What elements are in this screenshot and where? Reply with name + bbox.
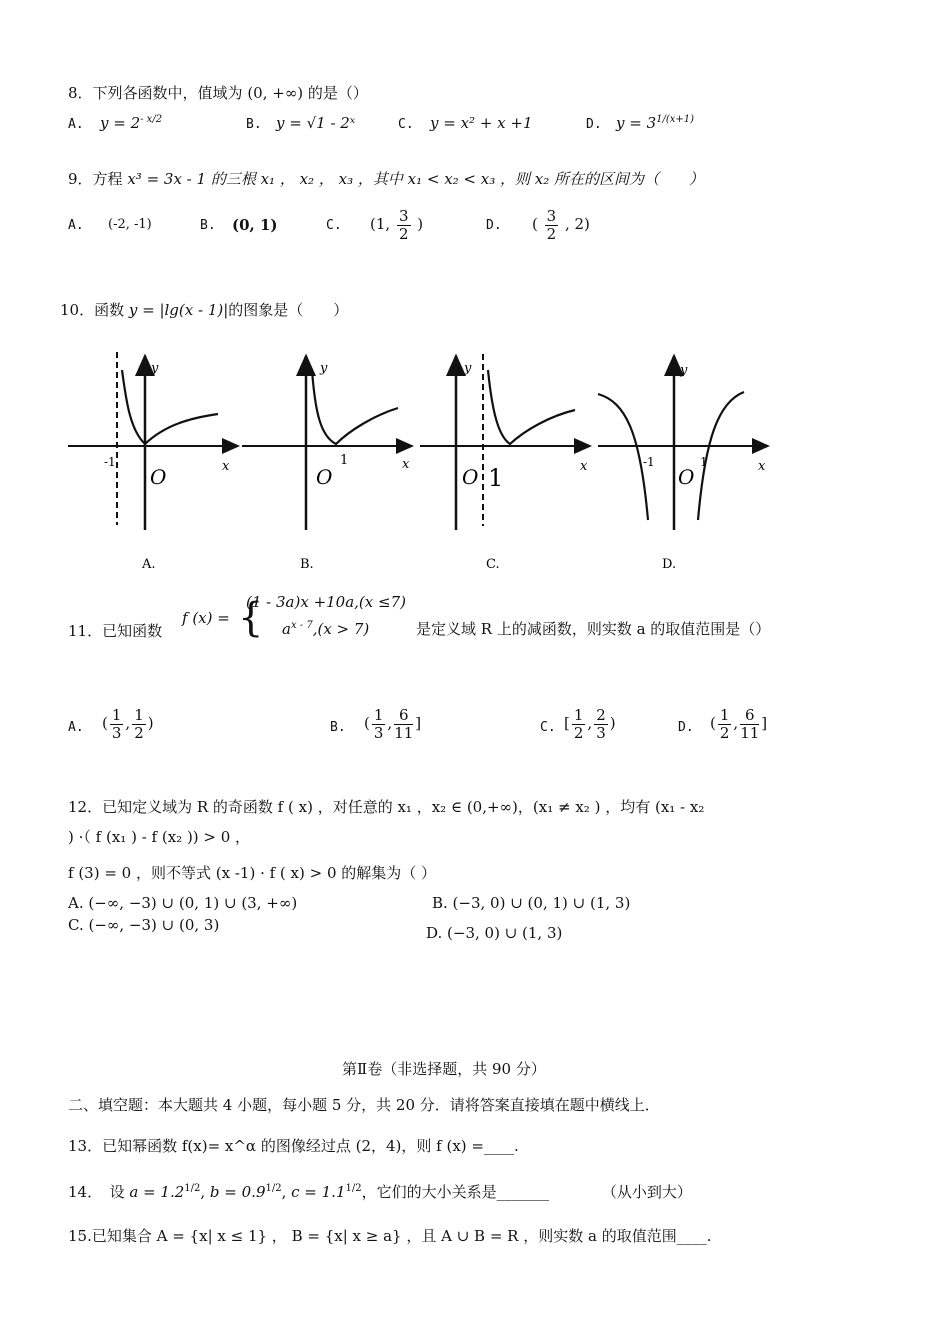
q11-option-c-label: C. bbox=[540, 720, 556, 735]
q9-option-c: (1, $\frac{3}{2}$ ) bbox=[370, 207, 424, 243]
q8-option-a: $y = 2^{- x/2}$ bbox=[100, 114, 163, 132]
q15: 15.已知集合 A = {x| x ≤ 1} ， B = {x| x ≥ a} ，且 A ∪ B = R ，则实数 a 的取值范围____. bbox=[68, 1227, 712, 1245]
q9-option-b-label: B. bbox=[200, 218, 216, 233]
q11-option-a-label: A. bbox=[68, 720, 84, 735]
q8-option-c-label: C. bbox=[398, 117, 414, 132]
graph-d-tick-right: 1 bbox=[700, 455, 708, 469]
q9-option-d: ( $\frac{3}{2}$ , 2) bbox=[532, 207, 590, 243]
q12-option-d: D. (−3, 0) ∪ (1, 3) bbox=[426, 924, 563, 942]
q8-option-b: y = √1 - 2ˣ bbox=[276, 114, 356, 132]
graph-b-label: B. bbox=[300, 557, 314, 572]
graph-d bbox=[598, 356, 768, 530]
q12-option-b: B. (−3, 0) ∪ (0, 1) ∪ (1, 3) bbox=[432, 894, 631, 912]
q8-stem: 8．下列各函数中，值域为 (0, +∞) 的是（） bbox=[68, 84, 368, 102]
graph-c-label: C. bbox=[486, 557, 500, 572]
q11-function-name: f (x) = bbox=[182, 609, 230, 627]
graph-d-origin: O bbox=[678, 465, 695, 489]
graph-c-tick: 1 bbox=[488, 464, 504, 492]
q8-option-c: y = x² + x +1 bbox=[430, 114, 533, 132]
q11-option-a: ( $\frac{1}{3}$ , $\frac{1}{2}$ ) bbox=[102, 706, 154, 742]
q9-option-a-label: A. bbox=[68, 218, 84, 233]
graph-a-curve bbox=[122, 370, 218, 444]
part2-section-heading: 二、填空题：本大题共 4 小题，每小题 5 分，共 20 分．请将答案直接填在题中横线上． bbox=[68, 1096, 660, 1114]
graph-c-x-label: x bbox=[580, 459, 588, 474]
q14: 14． 设 $a = 1.2^{1/2}$, $b = 0.9^{1/2}$, $c = 1.1^{1/2}$，它们的大小关系是_______ （从小到大） bbox=[68, 1183, 692, 1201]
q12-line2: ) ·（ f (x₁ ) - f (x₂ )) > 0 ， bbox=[68, 828, 251, 846]
graph-d-x-label: x bbox=[758, 459, 766, 474]
q11-option-d: ( $\frac{1}{2}$ , $\frac{6}{11}$ ] bbox=[710, 706, 768, 742]
q13: 13．已知幂函数 f(x)= x^α 的图像经过点 (2，4)，则 f (x) =____. bbox=[68, 1137, 519, 1155]
graph-c-curve bbox=[488, 370, 575, 444]
q12-line1: 12．已知定义域为 R 的奇函数 f ( x) ，对任意的 x₁ ，x₂ ∈ (0,+∞)，(x₁ ≠ x₂ ) ，均有 (x₁ - x₂ bbox=[68, 798, 705, 816]
q9-option-c-label: C. bbox=[326, 218, 342, 233]
q9-option-d-label: D. bbox=[486, 218, 502, 233]
graph-a-x-label: x bbox=[222, 459, 230, 474]
q12-option-a: A. (−∞, −3) ∪ (0, 1) ∪ (3, +∞) bbox=[68, 894, 298, 912]
graph-b bbox=[242, 356, 412, 530]
graph-d-tick-left: -1 bbox=[643, 455, 655, 469]
q11-option-b-label: B. bbox=[330, 720, 346, 735]
graph-b-tick: 1 bbox=[340, 453, 349, 468]
graph-b-y-label: y bbox=[320, 361, 328, 376]
q11-stem-pre: 11．已知函数 bbox=[68, 622, 163, 640]
graph-a-tick: -1 bbox=[104, 455, 116, 469]
graph-c-y-label: y bbox=[464, 361, 472, 376]
graph-a-origin: O bbox=[150, 465, 167, 489]
q8-option-a-label: A. bbox=[68, 117, 84, 132]
q9-option-b: (0, 1) bbox=[232, 216, 278, 234]
q11-option-c: [ $\frac{1}{2}$ , $\frac{2}{3}$ ) bbox=[564, 706, 616, 742]
graph-d-curve-left bbox=[598, 394, 648, 520]
q11-option-d-label: D. bbox=[678, 720, 694, 735]
q8-option-d-label: D. bbox=[586, 117, 602, 132]
q12-line3: f (3) = 0 ，则不等式 (x -1) · f ( x) > 0 的解集为（ ） bbox=[68, 864, 437, 882]
graph-d-y-label: y bbox=[680, 363, 688, 378]
q11-option-b: ( $\frac{1}{3}$ , $\frac{6}{11}$ ] bbox=[364, 706, 422, 742]
part2-title: 第Ⅱ卷（非选择题，共 90 分） bbox=[342, 1060, 546, 1078]
q8-option-d: $y = 3^{1/(x+1)}$ bbox=[616, 114, 695, 132]
graph-c-origin: O bbox=[462, 465, 479, 489]
q11-stem-post: 是定义域 R 上的减函数，则实数 a 的取值范围是（） bbox=[416, 620, 771, 638]
q12-option-c: C. (−∞, −3) ∪ (0, 3) bbox=[68, 916, 220, 934]
graph-a-y-label: y bbox=[151, 361, 159, 376]
q9-option-a: (-2, -1) bbox=[108, 217, 152, 232]
q11-brace: { bbox=[238, 595, 264, 641]
q8-option-b-label: B. bbox=[246, 117, 262, 132]
graph-c bbox=[420, 354, 590, 530]
graph-b-origin: O bbox=[316, 465, 333, 489]
q10-graphs bbox=[0, 340, 950, 590]
q10-stem: 10．函数 y = |lg(x - 1)|的图象是（ ） bbox=[60, 301, 349, 319]
q9-stem: 9．方程 x³ = 3x - 1 的三根 x₁ ， x₂ ， x₃ ，其中 x₁ < x₂ < x₃ ，则 x₂ 所在的区间为（ ） bbox=[68, 170, 705, 188]
graph-a bbox=[68, 352, 238, 530]
graph-a-label: A. bbox=[142, 557, 156, 572]
graph-d-label: D. bbox=[662, 557, 677, 572]
graph-b-x-label: x bbox=[402, 457, 410, 472]
graph-b-curve bbox=[312, 370, 398, 444]
q11-case1: (1 - 3a)x +10a,(x ≤7) bbox=[246, 593, 406, 611]
q11-case2: $a^{x - 7},(x > 7)$ bbox=[282, 620, 370, 638]
